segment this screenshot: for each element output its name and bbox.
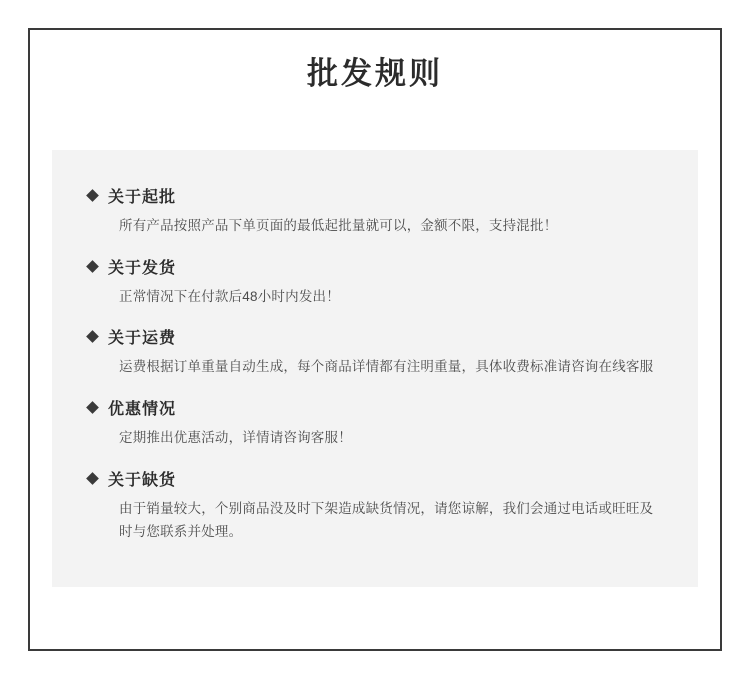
rule-item [88,255,662,309]
rule-heading: 关于发货 [108,259,177,277]
rule-text: 运费根据订单重量自动生成，每个商品详情都有注明重量，具体收费标准请咨询在线客服 [119,359,654,375]
diamond-bullet-icon [86,472,99,485]
rule-heading-row [88,396,662,419]
rule-heading: 关于缺货 [108,471,177,489]
rule-item [88,467,662,544]
rule-item [88,325,662,379]
rule-text: 由于销量较大，个别商品没及时下架造成缺货情况，请您谅解，我们会通过电话或旺旺及时与您联系并处理。 [119,500,654,540]
rule-heading-row [88,467,662,490]
rules-card [52,150,698,587]
rule-item [88,184,662,238]
diamond-bullet-icon [86,401,99,414]
diamond-bullet-icon [86,260,99,273]
rule-heading: 关于起批 [108,189,177,206]
rule-heading: 优惠情况 [108,400,177,418]
rule-text: 定期推出优惠活动，详情请咨询客服！ [119,429,352,445]
rule-heading-row [88,325,662,348]
diamond-bullet-icon [86,189,99,202]
rule-text: 正常情况下在付款后48小时内发出！ [119,288,340,304]
rule-heading-row [88,255,662,278]
rule-text: 所有产品按照产品下单页面的最低起批量就可以，金额不限，支持混批！ [119,218,558,233]
diamond-bullet-icon [86,330,99,343]
page-title: 批发规则 [307,56,443,91]
rule-item [88,396,662,450]
rule-heading: 关于运费 [108,330,177,348]
rule-heading-row [88,184,662,207]
